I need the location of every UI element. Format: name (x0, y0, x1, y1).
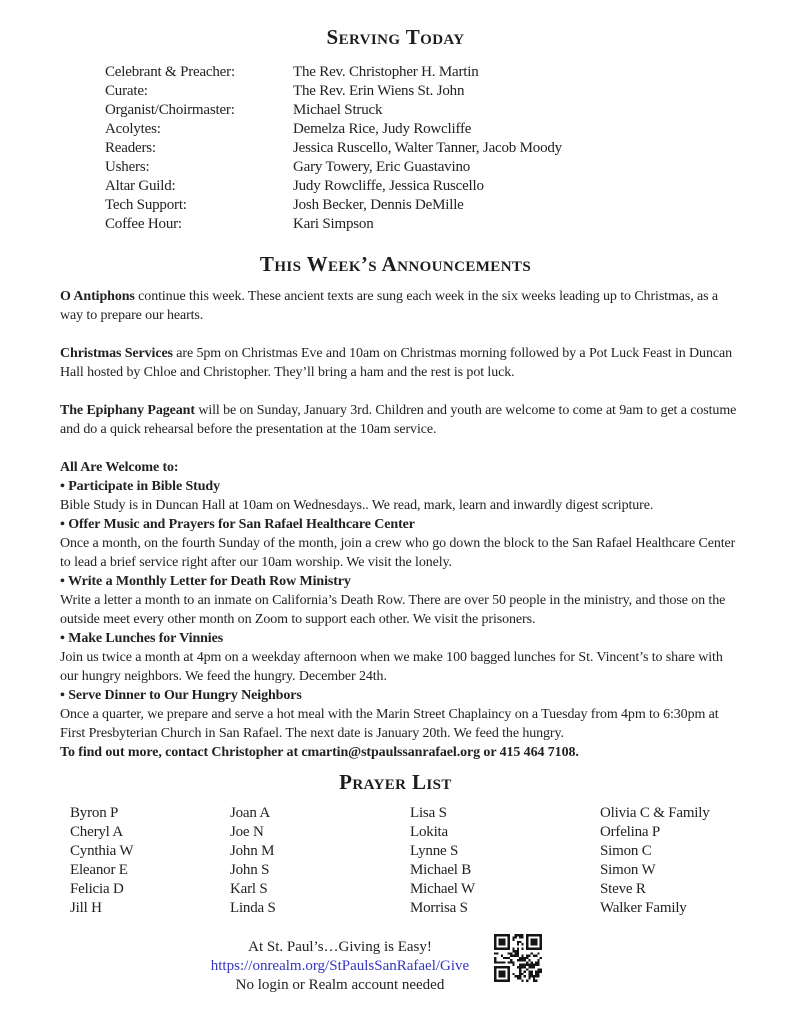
prayer-name: Joan A (230, 805, 271, 821)
prayer-name: Cheryl A (70, 824, 123, 840)
welcome-item-body: Write a letter a month to an inmate on California’s Death Row. There are over 50 people in the ministry, and those on the outside meet every other month on Zoom to support each other. We visit the prisoners. (60, 593, 726, 627)
serving-role-label: Organist/Choirmaster: (105, 102, 235, 118)
welcome-item-body: Bible Study is in Duncan Hall at 10am on Wednesdays.. We read, mark, learn and inwardly digest scripture. (60, 498, 654, 513)
prayer-name: Morrisa S (410, 900, 468, 916)
announcements-title: This Week’s Announcements (259, 252, 532, 276)
serving-role-value: Michael Struck (293, 102, 383, 118)
prayer-list-title: Prayer List (339, 770, 452, 794)
announcement-text: will be on Sunday, January 3rd. Children and youth are welcome to come at 9am to get a costume and do a quick rehearsal before the presentation at the 10am service. (60, 403, 737, 437)
prayer-name: Olivia C & Family (600, 805, 710, 821)
serving-role-value: Kari Simpson (293, 216, 374, 232)
qr-code-icon (494, 934, 542, 982)
serving-role-label: Ushers: (105, 159, 150, 175)
prayer-list (70, 804, 791, 918)
announcement-text: continue this week. These ancient texts are sung each week in the six weeks leading up to Christmas, as a way to prepare our hearts. (60, 289, 718, 323)
prayer-name: Eleanor E (70, 862, 128, 878)
giving-note: No login or Realm account needed (235, 977, 445, 993)
announcement-paragraph (60, 401, 738, 439)
serving-role-value: Judy Rowcliffe, Jessica Ruscello (293, 178, 484, 194)
serving-role-value: The Rev. Erin Wiens St. John (293, 83, 465, 99)
welcome-item-body: Join us twice a month at 4pm on a weekday afternoon when we make 100 bagged lunches for St. Vincent’s to share with our hungry neighbors. We feed the hungry. December 24th. (60, 650, 723, 684)
serving-role-value: The Rev. Christopher H. Martin (293, 64, 479, 80)
announcement-lead: O Antiphons (60, 289, 135, 304)
prayer-name: Lokita (410, 824, 448, 840)
giving-link[interactable]: https://onrealm.org/StPaulsSanRafael/Give (210, 958, 470, 974)
prayer-name: Linda S (230, 900, 276, 916)
serving-row (105, 139, 791, 158)
welcome-item-heading: • Make Lunches for Vinnies (60, 631, 224, 646)
announcement-lead: The Epiphany Pageant (60, 403, 195, 418)
prayer-name: Joe N (230, 824, 264, 840)
serving-row (105, 196, 791, 215)
serving-role-value: Gary Towery, Eric Guastavino (293, 159, 471, 175)
serving-role-value: Jessica Ruscello, Walter Tanner, Jacob Moody (293, 140, 562, 156)
serving-row (105, 177, 791, 196)
serving-row (105, 215, 791, 234)
serving-role-label: Celebrant & Preacher: (105, 64, 235, 80)
announcement-lead: Christmas Services (60, 346, 173, 361)
welcome-item-heading: • Participate in Bible Study (60, 479, 220, 494)
giving-headline: At St. Paul’s…Giving is Easy! (248, 939, 432, 955)
contact-info-line: To find out more, contact Christopher at cmartin@stpaulssanrafael.org or 415 464 7108. (60, 745, 579, 760)
prayer-name: Simon C (600, 843, 652, 859)
prayer-column (410, 804, 600, 918)
all-are-welcome-section (60, 458, 738, 762)
prayer-name: Jill H (70, 900, 102, 916)
prayer-name: Cynthia W (70, 843, 134, 859)
serving-row (105, 120, 791, 139)
announcement-text: are 5pm on Christmas Eve and 10am on Christmas morning followed by a Pot Luck Feast in Duncan Hall hosted by Chloe and Christopher. They’ll bring a ham and the rest is pot luck. (60, 346, 732, 380)
prayer-name: Michael B (410, 862, 472, 878)
prayer-name: Lisa S (410, 805, 447, 821)
prayer-name: Simon W (600, 862, 656, 878)
serving-row (105, 158, 791, 177)
announcements-body (60, 287, 738, 762)
serving-role-value: Demelza Rice, Judy Rowcliffe (293, 121, 472, 137)
serving-row (105, 101, 791, 120)
serving-row (105, 82, 791, 101)
welcome-item-heading: • Offer Music and Prayers for San Rafael Healthcare Center (60, 517, 415, 532)
serving-role-label: Coffee Hour: (105, 216, 182, 232)
welcome-item-body: Once a month, on the fourth Sunday of the month, join a crew who go down the block to the San Rafael Healthcare Center to lead a brief service right after our 10am worship. We visit the lonely. (60, 536, 736, 570)
welcome-item-body: Once a quarter, we prepare and serve a hot meal with the Marin Street Chaplaincy on a Tuesday from 4pm to 6:30pm at First Presbyterian Church in San Rafael. The next date is January 20th. We feed the hungry. (60, 707, 719, 741)
prayer-name: Steve R (600, 881, 646, 897)
serving-role-label: Acolytes: (105, 121, 161, 137)
serving-role-label: Curate: (105, 83, 148, 99)
prayer-name: Lynne S (410, 843, 459, 859)
welcome-item-heading: • Serve Dinner to Our Hungry Neighbors (60, 688, 302, 703)
prayer-column (600, 804, 791, 918)
serving-today-title: Serving Today (326, 25, 465, 49)
prayer-name: Orfelina P (600, 824, 661, 840)
serving-role-label: Altar Guild: (105, 178, 176, 194)
serving-role-label: Tech Support: (105, 197, 187, 213)
prayer-name: Michael W (410, 881, 475, 897)
prayer-name: Byron P (70, 805, 119, 821)
welcome-item-heading: • Write a Monthly Letter for Death Row Ministry (60, 574, 351, 589)
announcement-paragraph (60, 344, 738, 382)
serving-list (105, 63, 791, 234)
prayer-name: Walker Family (600, 900, 687, 916)
serving-role-value: Josh Becker, Dennis DeMille (293, 197, 464, 213)
announcement-paragraph (60, 287, 738, 325)
serving-row (105, 63, 791, 82)
welcome-intro: All Are Welcome to: (60, 460, 179, 475)
prayer-name: John M (230, 843, 275, 859)
prayer-name: John S (230, 862, 270, 878)
prayer-name: Karl S (230, 881, 268, 897)
prayer-column (70, 804, 230, 918)
prayer-column (230, 804, 410, 918)
prayer-name: Felicia D (70, 881, 124, 897)
serving-role-label: Readers: (105, 140, 156, 156)
